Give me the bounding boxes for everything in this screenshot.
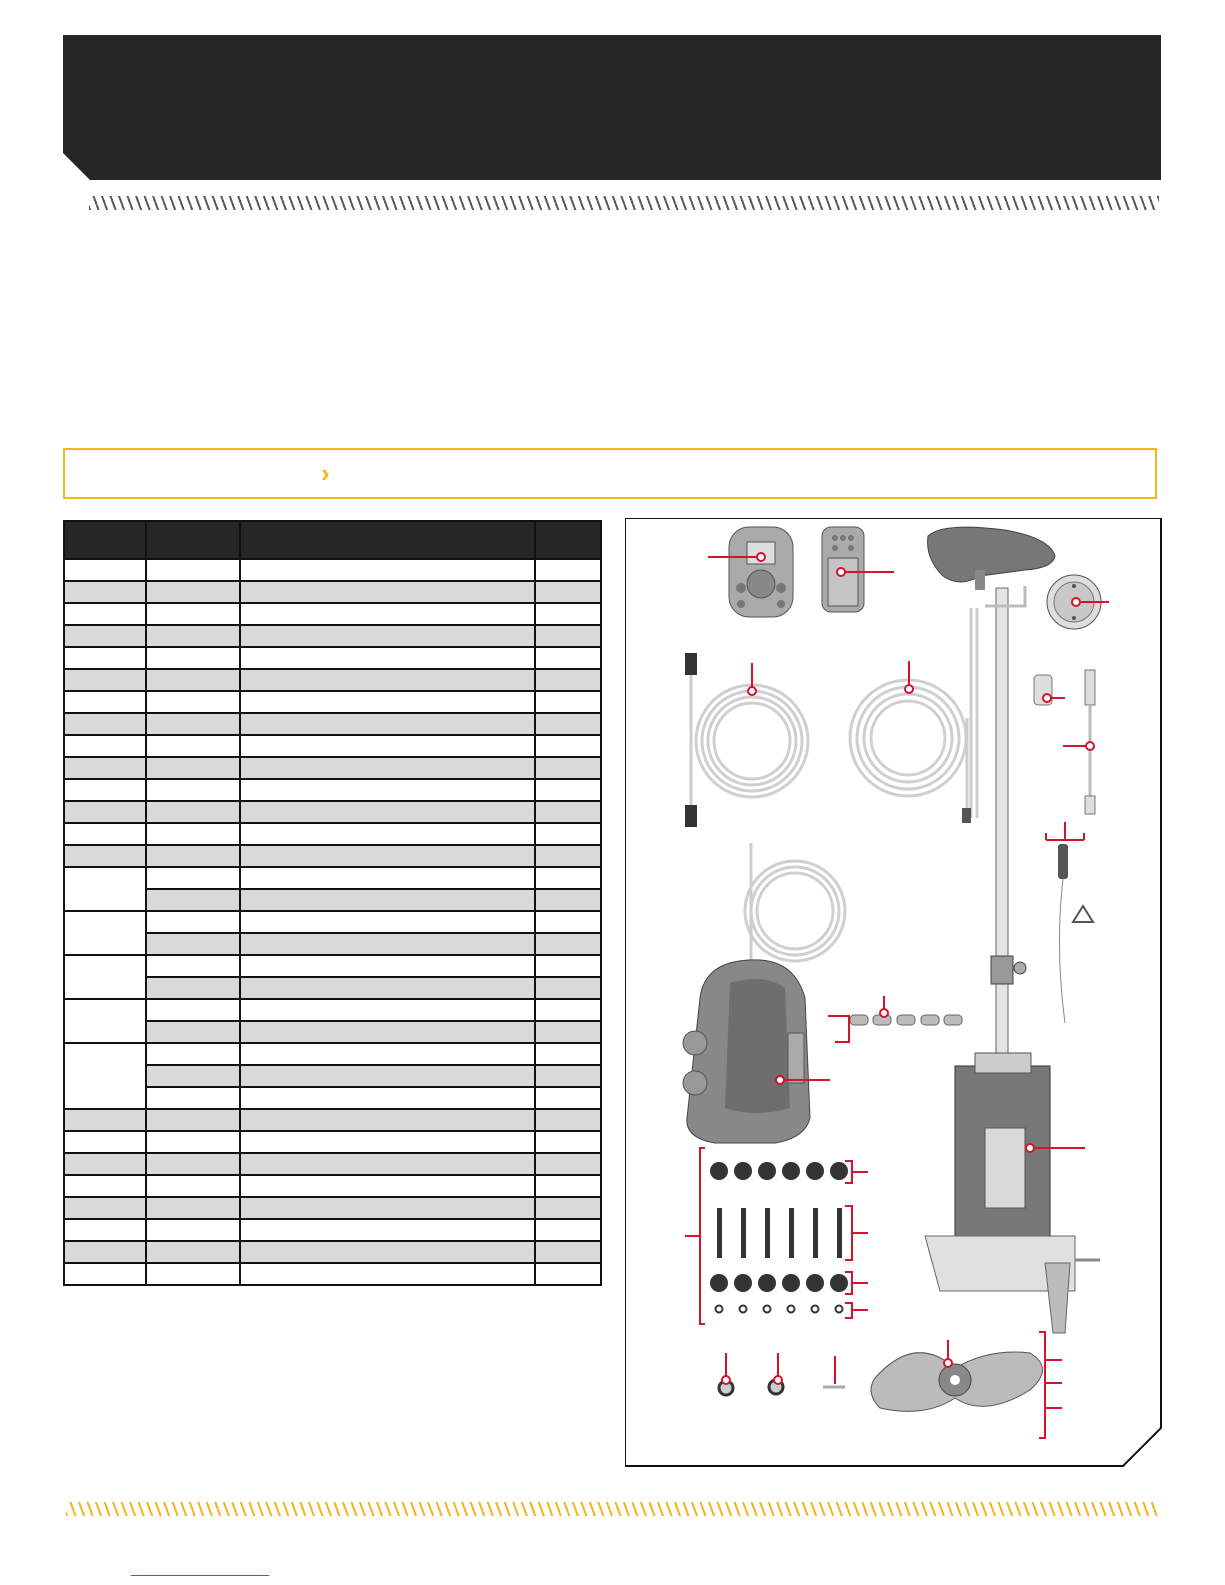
- notice-box: [63, 448, 1157, 499]
- cell-description: [240, 867, 535, 889]
- cell-part: [146, 1043, 240, 1065]
- table-row: [64, 955, 601, 977]
- cell-description: [240, 1153, 535, 1175]
- table-row: [64, 559, 601, 581]
- cell-item: [64, 779, 146, 801]
- parts-illustration: [625, 518, 1163, 1468]
- cell-part: [146, 955, 240, 977]
- cell-qty: [535, 933, 601, 955]
- cell-qty: [535, 1065, 601, 1087]
- cell-qty: [535, 1021, 601, 1043]
- cell-item: [64, 559, 146, 581]
- cell-item: [64, 999, 146, 1043]
- cell-item: [64, 669, 146, 691]
- cell-description: [240, 1021, 535, 1043]
- cell-description: [240, 955, 535, 977]
- cell-part: [146, 779, 240, 801]
- cell-description: [240, 559, 535, 581]
- cell-part: [146, 1109, 240, 1131]
- cell-part: [146, 1219, 240, 1241]
- cell-qty: [535, 867, 601, 889]
- cell-part: [146, 999, 240, 1021]
- cell-description: [240, 1131, 535, 1153]
- cell-item: [64, 955, 146, 999]
- cell-item: [64, 691, 146, 713]
- cell-item: [64, 1241, 146, 1263]
- cell-item: [64, 1219, 146, 1241]
- cell-part: [146, 1065, 240, 1087]
- table-row: [64, 1197, 601, 1219]
- cell-description: [240, 691, 535, 713]
- bottom-hatch-divider: [66, 1502, 1159, 1516]
- cell-description: [240, 1175, 535, 1197]
- cell-part: [146, 1263, 240, 1285]
- table-row: [64, 757, 601, 779]
- cell-item: [64, 757, 146, 779]
- cell-item: [64, 735, 146, 757]
- cell-part: [146, 845, 240, 867]
- cell-item: [64, 581, 146, 603]
- remote-control-icon: [729, 527, 793, 617]
- cell-item: [64, 867, 146, 911]
- cell-part: [146, 647, 240, 669]
- cell-part: [146, 735, 240, 757]
- cell-qty: [535, 911, 601, 933]
- cell-description: [240, 845, 535, 867]
- cell-qty: [535, 845, 601, 867]
- cell-description: [240, 823, 535, 845]
- cell-part: [146, 559, 240, 581]
- cell-description: [240, 757, 535, 779]
- table-row: [64, 911, 601, 933]
- cell-description: [240, 603, 535, 625]
- column-header-description: [240, 521, 535, 559]
- cell-part: [146, 977, 240, 999]
- table-row: [64, 1043, 601, 1065]
- cell-item: [64, 845, 146, 867]
- parts-table: [63, 520, 602, 1286]
- cell-part: [146, 933, 240, 955]
- table-row: [64, 713, 601, 735]
- cell-part: [146, 757, 240, 779]
- cell-description: [240, 801, 535, 823]
- cell-description: [240, 1043, 535, 1065]
- cell-qty: [535, 581, 601, 603]
- cell-description: [240, 1109, 535, 1131]
- cell-item: [64, 1109, 146, 1131]
- table-header-row: [64, 521, 601, 559]
- table-row: [64, 1175, 601, 1197]
- cell-part: [146, 889, 240, 911]
- parts-diagram: [625, 518, 1163, 1468]
- cell-item: [64, 625, 146, 647]
- cell-item: [64, 801, 146, 823]
- cell-part: [146, 1175, 240, 1197]
- cell-description: [240, 625, 535, 647]
- cell-item: [64, 1043, 146, 1109]
- cell-qty: [535, 1043, 601, 1065]
- cell-item: [64, 823, 146, 845]
- cell-description: [240, 933, 535, 955]
- cell-description: [240, 735, 535, 757]
- column-header-qty: [535, 521, 601, 559]
- cell-qty: [535, 801, 601, 823]
- cell-qty: [535, 1153, 601, 1175]
- cell-part: [146, 1087, 240, 1109]
- cell-description: [240, 999, 535, 1021]
- cell-qty: [535, 669, 601, 691]
- cell-qty: [535, 977, 601, 999]
- cell-item: [64, 1153, 146, 1175]
- cell-qty: [535, 1175, 601, 1197]
- cell-qty: [535, 1109, 601, 1131]
- table-row: [64, 1131, 601, 1153]
- cell-item: [64, 1131, 146, 1153]
- cell-part: [146, 581, 240, 603]
- cell-part: [146, 867, 240, 889]
- cell-description: [240, 713, 535, 735]
- cell-part: [146, 1197, 240, 1219]
- table-row: [64, 779, 601, 801]
- header-corner-cut: [63, 35, 1161, 180]
- table-row: [64, 801, 601, 823]
- cell-qty: [535, 1197, 601, 1219]
- column-header-item: [64, 521, 146, 559]
- cell-item: [64, 713, 146, 735]
- footer-link-underline: [131, 1575, 269, 1576]
- table-row: [64, 691, 601, 713]
- cell-description: [240, 1241, 535, 1263]
- cell-part: [146, 669, 240, 691]
- cell-description: [240, 889, 535, 911]
- table-row: [64, 1241, 601, 1263]
- cell-qty: [535, 647, 601, 669]
- table-row: [64, 1219, 601, 1241]
- cell-part: [146, 1153, 240, 1175]
- cell-qty: [535, 1219, 601, 1241]
- cell-description: [240, 647, 535, 669]
- cell-qty: [535, 625, 601, 647]
- cell-qty: [535, 1241, 601, 1263]
- cell-part: [146, 603, 240, 625]
- cell-item: [64, 647, 146, 669]
- cell-description: [240, 911, 535, 933]
- table-row: [64, 1109, 601, 1131]
- cell-qty: [535, 559, 601, 581]
- cell-item: [64, 1263, 146, 1285]
- cell-part: [146, 1131, 240, 1153]
- table-row: [64, 735, 601, 757]
- table-row: [64, 625, 601, 647]
- cell-qty: [535, 1263, 601, 1285]
- cell-part: [146, 625, 240, 647]
- cell-qty: [535, 735, 601, 757]
- column-header-part: [146, 521, 240, 559]
- table-row: [64, 647, 601, 669]
- chevron-right-icon: ›: [321, 458, 330, 488]
- top-hatch-divider: [89, 196, 1159, 210]
- clips-icon: [850, 1015, 962, 1025]
- cell-qty: [535, 955, 601, 977]
- table-row: [64, 999, 601, 1021]
- cell-part: [146, 911, 240, 933]
- cell-qty: [535, 603, 601, 625]
- cell-item: [64, 603, 146, 625]
- cell-item: [64, 1197, 146, 1219]
- cell-qty: [535, 1087, 601, 1109]
- foot-pedal-icon: [683, 960, 810, 1143]
- cell-part: [146, 713, 240, 735]
- cell-part: [146, 823, 240, 845]
- cell-description: [240, 1197, 535, 1219]
- cell-qty: [535, 889, 601, 911]
- cell-description: [240, 1087, 535, 1109]
- cell-qty: [535, 823, 601, 845]
- cell-qty: [535, 779, 601, 801]
- cell-qty: [535, 1131, 601, 1153]
- cell-description: [240, 977, 535, 999]
- cell-qty: [535, 757, 601, 779]
- table-row: [64, 669, 601, 691]
- table-row: [64, 581, 601, 603]
- cell-part: [146, 1241, 240, 1263]
- cell-description: [240, 779, 535, 801]
- cell-item: [64, 1175, 146, 1197]
- cell-part: [146, 801, 240, 823]
- cell-item: [64, 911, 146, 955]
- table-row: [64, 603, 601, 625]
- cell-part: [146, 691, 240, 713]
- cell-qty: [535, 691, 601, 713]
- cell-description: [240, 1219, 535, 1241]
- table-row: [64, 845, 601, 867]
- cell-description: [240, 1065, 535, 1087]
- table-row: [64, 1263, 601, 1285]
- cell-qty: [535, 713, 601, 735]
- table-row: [64, 1153, 601, 1175]
- table-row: [64, 823, 601, 845]
- cell-description: [240, 669, 535, 691]
- cell-part: [146, 1021, 240, 1043]
- cell-description: [240, 1263, 535, 1285]
- table-row: [64, 867, 601, 889]
- header-band: [63, 35, 1161, 180]
- cell-description: [240, 581, 535, 603]
- cell-qty: [535, 999, 601, 1021]
